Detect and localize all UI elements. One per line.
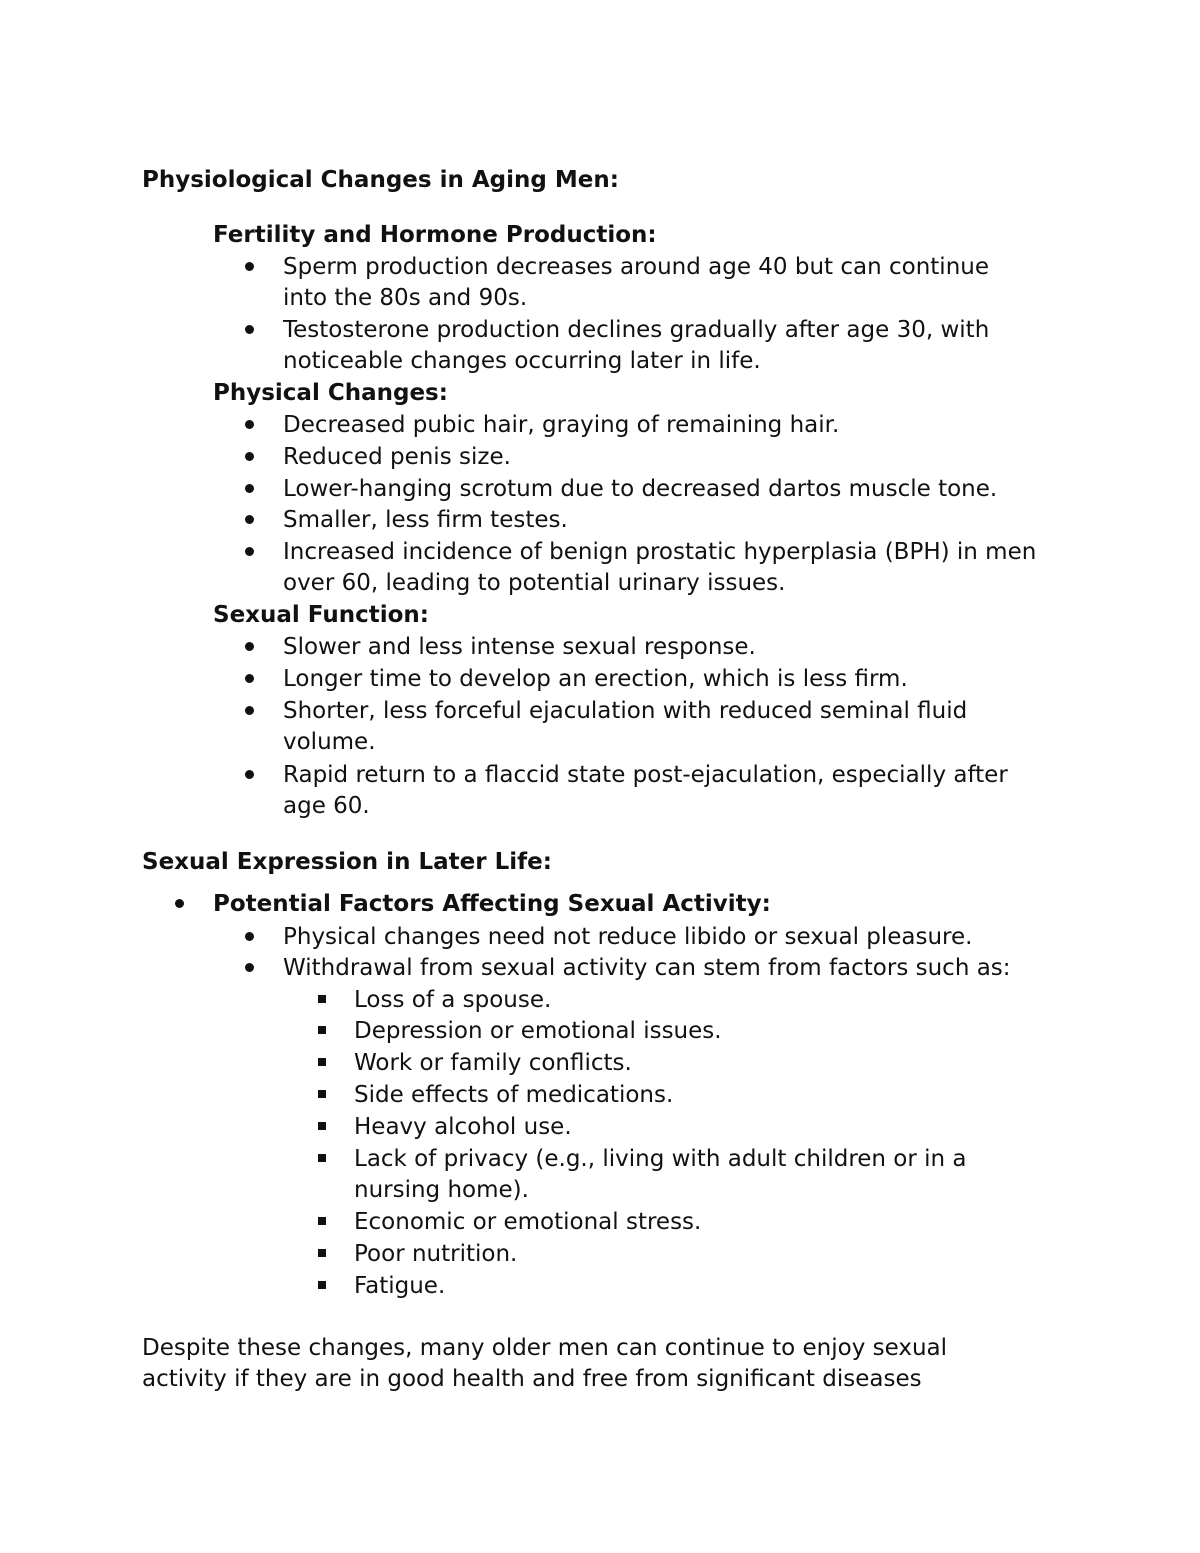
square-bullet-icon: [318, 1026, 326, 1034]
list-item-line: Increased incidence of benign prostatic hyperplasia (BPH) in men: [283, 539, 1037, 565]
factors-heading: Potential Factors Affecting Sexual Activity:: [213, 891, 771, 917]
sub-list-item-line: Heavy alcohol use.: [354, 1114, 572, 1140]
list-item-line: Longer time to develop an erection, which is less firm.: [283, 666, 908, 692]
bullet-icon: [245, 420, 254, 429]
bullet-icon: [245, 932, 254, 941]
bullet-icon: [245, 674, 254, 683]
bullet-icon: [245, 262, 254, 271]
sexual-function-heading: Sexual Function:: [213, 602, 429, 628]
square-bullet-icon: [318, 1281, 326, 1289]
bullet-icon: [245, 325, 254, 334]
sub-list-item-line: Economic or emotional stress.: [354, 1209, 702, 1235]
square-bullet-icon: [318, 1122, 326, 1130]
conclusion-line: activity if they are in good health and free from significant diseases: [142, 1366, 922, 1392]
sub-list-item-line: Work or family conflicts.: [354, 1050, 632, 1076]
square-bullet-icon: [318, 1154, 326, 1162]
expression-title: Sexual Expression in Later Life:: [142, 849, 552, 875]
sub-list-item-line: Fatigue.: [354, 1273, 446, 1299]
bullet-icon: [245, 484, 254, 493]
list-item-line: age 60.: [283, 793, 370, 819]
bullet-icon: [245, 642, 254, 651]
list-item-line: Rapid return to a flaccid state post-ejaculation, especially after: [283, 762, 1008, 788]
list-item-line: Lower-hanging scrotum due to decreased dartos muscle tone.: [283, 476, 998, 502]
sub-list-item-line: Poor nutrition.: [354, 1241, 518, 1267]
sub-list-item-line: Loss of a spouse.: [354, 987, 552, 1013]
list-item-line: Smaller, less firm testes.: [283, 507, 568, 533]
list-item-line: Physical changes need not reduce libido or sexual pleasure.: [283, 924, 973, 950]
bullet-icon: [245, 515, 254, 524]
square-bullet-icon: [318, 1090, 326, 1098]
bullet-icon: [245, 770, 254, 779]
sub-list-item-line: Depression or emotional issues.: [354, 1018, 722, 1044]
list-item-line: Reduced penis size.: [283, 444, 511, 470]
bullet-icon: [245, 547, 254, 556]
list-item-line: into the 80s and 90s.: [283, 285, 528, 311]
sub-list-item-line: Lack of privacy (e.g., living with adult children or in a: [354, 1146, 967, 1172]
page-title: Physiological Changes in Aging Men:: [142, 167, 619, 193]
bullet-icon: [245, 963, 254, 972]
list-item-line: Slower and less intense sexual response.: [283, 634, 756, 660]
list-item-line: noticeable changes occurring later in life.: [283, 348, 761, 374]
bullet-icon: [245, 706, 254, 715]
sub-list-item-line: Side effects of medications.: [354, 1082, 674, 1108]
list-item-line: Sperm production decreases around age 40 but can continue: [283, 254, 990, 280]
bullet-icon: [245, 452, 254, 461]
list-item-line: over 60, leading to potential urinary issues.: [283, 570, 786, 596]
fertility-heading: Fertility and Hormone Production:: [213, 222, 657, 248]
sub-list-item-line: nursing home).: [354, 1177, 529, 1203]
list-item-line: Testosterone production declines gradually after age 30, with: [283, 317, 990, 343]
conclusion-line: Despite these changes, many older men can continue to enjoy sexual: [142, 1335, 948, 1361]
list-item-line: Decreased pubic hair, graying of remaining hair.: [283, 412, 840, 438]
bullet-icon: [175, 899, 184, 908]
square-bullet-icon: [318, 1249, 326, 1257]
physical-heading: Physical Changes:: [213, 380, 448, 406]
square-bullet-icon: [318, 1058, 326, 1066]
list-item-line: volume.: [283, 729, 376, 755]
square-bullet-icon: [318, 1217, 326, 1225]
list-item-line: Shorter, less forceful ejaculation with reduced seminal fluid: [283, 698, 968, 724]
square-bullet-icon: [318, 995, 326, 1003]
list-item-line: Withdrawal from sexual activity can stem from factors such as:: [283, 955, 1011, 981]
